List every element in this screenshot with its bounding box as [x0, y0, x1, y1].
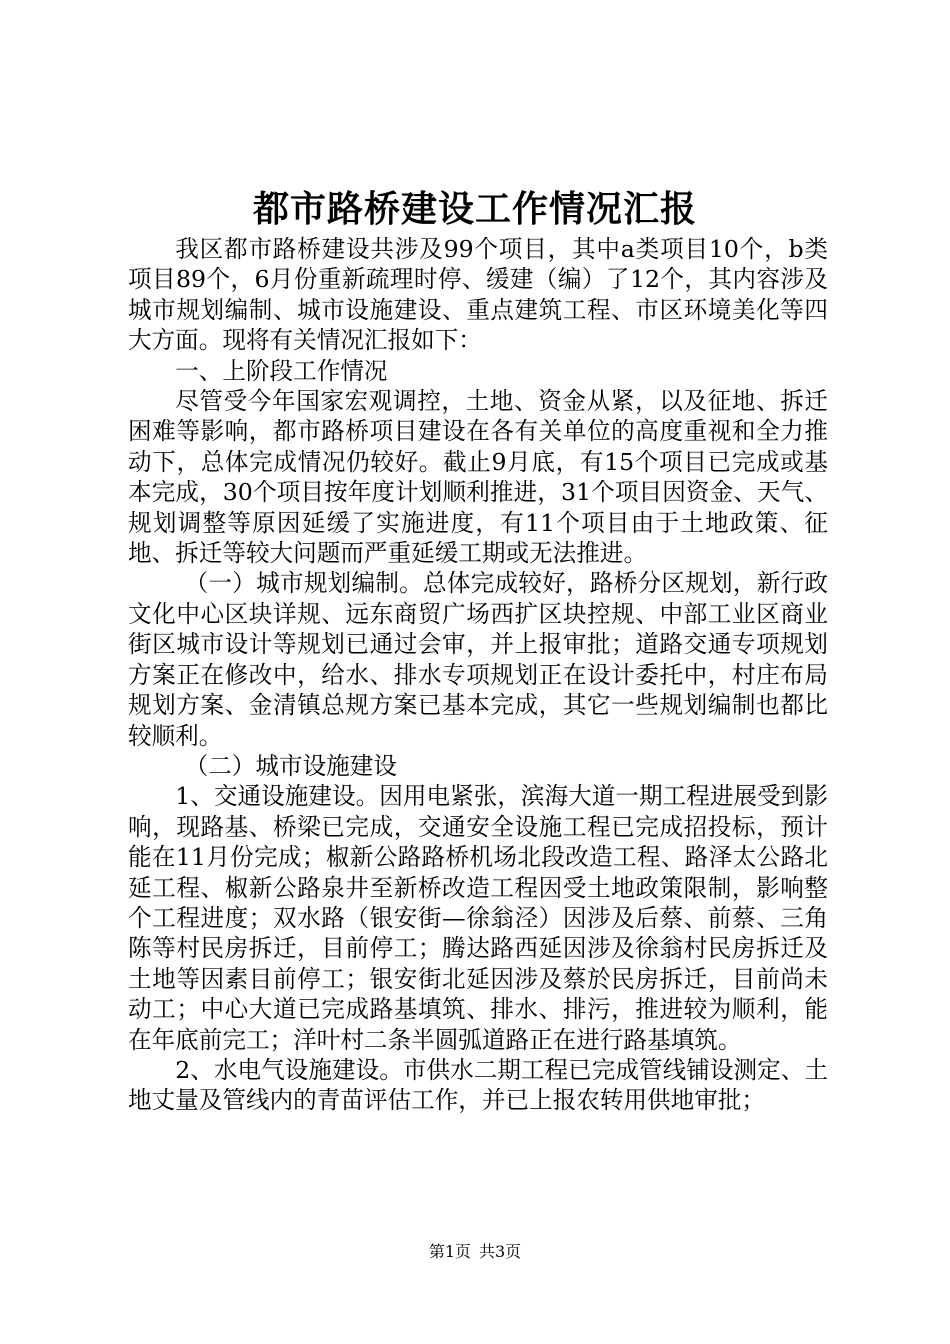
- document-body: [128, 234, 828, 1116]
- section-1-paragraph: 尽管受今年国家宏观调控，土地、资金从紧，以及征地、拆迁困难等影响，都市路桥项目建设在各有关单位的高度重视和全力推动下，总体完成情况仍较好。截止9月底，有15个项目已完成或基本完成，30个项目按年度计划顺利推进，31个项目因资金、天气、规划调整等原因延缓了实施进度，有11个项目由于土地政策、征地、拆迁等较大问题而严重延缓工期或无法推进。: [128, 387, 828, 568]
- section-heading-1: 一、上阶段工作情况: [175, 356, 388, 385]
- traffic-facilities-paragraph: 1、交通设施建设。因用电紧张，滨海大道一期工程进展受到影响，现路基、桥梁已完成，交通安全设施工程已完成招投标，预计能在11月份完成；椒新公路路桥机场北段改造工程、路泽太公路北延工程、椒新公路泉井至新桥改造工程因受土地政策限制，影响整个工程进度；双水路（银安街—徐翁泾）因涉及后蔡、前蔡、三角陈等村民房拆迁，目前停工；腾达路西延因涉及徐翁村民房拆迁及土地等因素目前停工；银安街北延因涉及蔡於民房拆迁，目前尚未动工；中心大道已完成路基填筑、排水、排污，推进较为顺利，能在年底前完工；洋叶村二条半圆弧道路正在进行路基填筑。: [128, 782, 828, 1054]
- utilities-paragraph: 2、水电气设施建设。市供水二期工程已完成管线铺设测定、土地丈量及管线内的青苗评估工作，并已上报农转用供地审批；: [128, 1055, 828, 1115]
- page-number: 第1页: [428, 1242, 471, 1261]
- page-footer: [0, 1240, 950, 1264]
- intro-paragraph: 我区都市路桥建设共涉及99个项目，其中a类项目10个，b类项目89个，6月份重新疏理时停、缓建（编）了12个，其内容涉及城市规划编制、城市设施建设、重点建筑工程、市区环境美化等四大方面。现将有关情况汇报如下：: [128, 235, 828, 355]
- document-title: 都市路桥建设工作情况汇报: [252, 188, 697, 230]
- urban-planning-paragraph: （一）城市规划编制。总体完成较好，路桥分区规划，新行政文化中心区块详规、远东商贸广场西扩区块控规、中部工业区商业街区城市设计等规划已通过会审，并上报审批；道路交通专项规划方案正在修改中，给水、排水专项规划正在设计委托中，村庄布局规划方案、金清镇总规方案已基本完成，其它一些规划编制也都比较顺利。: [128, 569, 828, 750]
- page-total: 共3页: [479, 1242, 522, 1261]
- subsection-heading-2: （二）城市设施建设: [184, 751, 397, 780]
